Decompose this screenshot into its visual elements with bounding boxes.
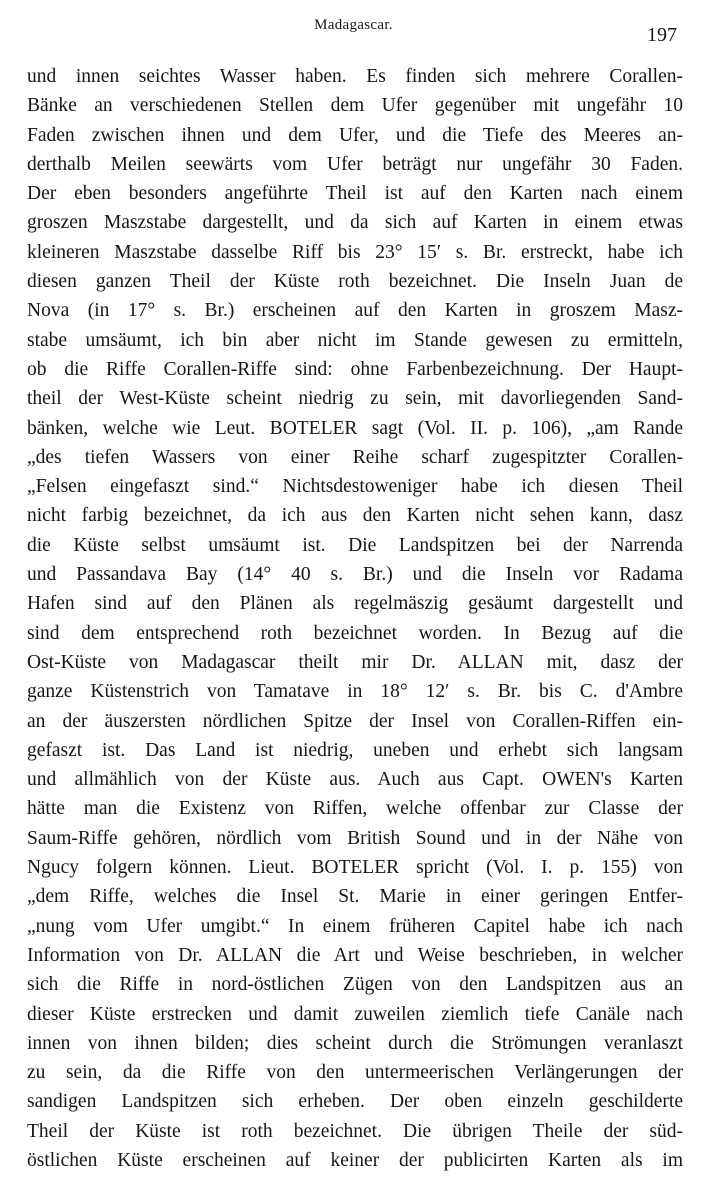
text-line: sich die Riffe in nord-östlichen Zügen von den Landspitzen aus an — [27, 974, 683, 996]
running-header: Madagascar. — [314, 17, 393, 33]
text-line: Faden zwischen ihnen und dem Ufer, und die Tiefe des Meeres an- — [27, 124, 683, 146]
text-line: Saum-Riffe gehören, nördlich vom British Sound und in der Nähe von — [27, 827, 683, 849]
body-text — [27, 62, 683, 1175]
text-line: ganze Küstenstrich von Tamatave in 18° 12′ s. Br. bis C. d'Ambre — [27, 681, 683, 703]
text-line: innen von ihnen bilden; dies scheint durch die Strömungen veranlaszt — [27, 1032, 683, 1054]
text-line: und allmählich von der Küste aus. Auch aus Capt. OWEN's Karten — [27, 769, 683, 791]
text-line: zu sein, da die Riffe von den untermeerischen Verlängerungen der — [27, 1062, 683, 1084]
text-line: Ost-Küste von Madagascar theilt mir Dr. ALLAN mit, dasz der — [27, 651, 683, 673]
text-line: Bänke an verschiedenen Stellen dem Ufer gegenüber mit ungefähr 10 — [27, 95, 683, 117]
text-line: Der eben besonders angeführte Theil ist auf den Karten nach einem — [27, 183, 683, 205]
text-line: Ngucy folgern können. Lieut. BOTELER spricht (Vol. I. p. 155) von — [27, 857, 683, 879]
text-line: Theil der Küste ist roth bezeichnet. Die übrigen Theile der süd- — [27, 1120, 683, 1142]
text-line: hätte man die Existenz von Riffen, welche offenbar zur Classe der — [27, 798, 683, 820]
text-line: nicht farbig bezeichnet, da ich aus den Karten nicht sehen kann, dasz — [27, 505, 683, 527]
text-line: „Felsen eingefaszt sind.“ Nichtsdestoweniger habe ich diesen Theil — [27, 476, 683, 498]
text-line: derthalb Meilen seewärts vom Ufer beträgt nur ungefähr 30 Faden. — [27, 153, 683, 175]
text-line: kleineren Maszstabe dasselbe Riff bis 23° 15′ s. Br. erstreckt, habe ich — [27, 241, 683, 263]
text-line: gefaszt ist. Das Land ist niedrig, uneben und erhebt sich langsam — [27, 739, 683, 761]
text-line: Hafen sind auf den Plänen als regelmäszig gesäumt dargestellt und — [27, 593, 683, 615]
text-line: und innen seichtes Wasser haben. Es finden sich mehrere Corallen- — [27, 66, 683, 87]
text-line: und Passandava Bay (14° 40 s. Br.) und die Inseln vor Radama — [27, 564, 683, 586]
text-line: „dem Riffe, welches die Insel St. Marie in einer geringen Entfer- — [27, 886, 683, 908]
text-line: an der äuszersten nördlichen Spitze der Insel von Corallen-Riffen ein- — [27, 710, 683, 732]
text-line: theil der West-Küste scheint niedrig zu sein, mit davorliegenden Sand- — [27, 388, 683, 410]
text-line: „des tiefen Wassers von einer Reihe scharf zugespitzter Corallen- — [27, 446, 683, 468]
text-line: Information von Dr. ALLAN die Art und Weise beschrieben, in welcher — [27, 944, 683, 966]
text-line: ob die Riffe Corallen-Riffe sind: ohne Farbenbezeichnung. Der Haupt- — [27, 358, 683, 380]
text-line: stabe umsäumt, ich bin aber nicht im Stande gewesen zu ermitteln, — [27, 329, 683, 351]
text-line: östlichen Küste erscheinen auf keiner der publicirten Karten als im — [27, 1149, 683, 1171]
text-line: dieser Küste erstrecken und damit zuweilen ziemlich tiefe Canäle nach — [27, 1003, 683, 1025]
text-line: „nung vom Ufer umgibt.“ In einem früheren Capitel habe ich nach — [27, 915, 683, 937]
text-line: groszen Maszstabe dargestellt, und da sich auf Karten in einem etwas — [27, 212, 683, 234]
text-line: bänken, welche wie Leut. BOTELER sagt (Vol. II. p. 106), „am Rande — [27, 417, 683, 439]
page-number: 197 — [647, 24, 677, 46]
text-line: Nova (in 17° s. Br.) erscheinen auf den Karten in groszem Masz- — [27, 300, 683, 322]
text-line: sind dem entsprechend roth bezeichnet worden. In Bezug auf die — [27, 622, 683, 644]
text-line: die Küste selbst umsäumt ist. Die Landspitzen bei der Narrenda — [27, 534, 683, 556]
text-line: diesen ganzen Theil der Küste roth bezeichnet. Die Inseln Juan de — [27, 271, 683, 293]
text-line: sandigen Landspitzen sich erheben. Der oben einzeln geschilderte — [27, 1091, 683, 1113]
